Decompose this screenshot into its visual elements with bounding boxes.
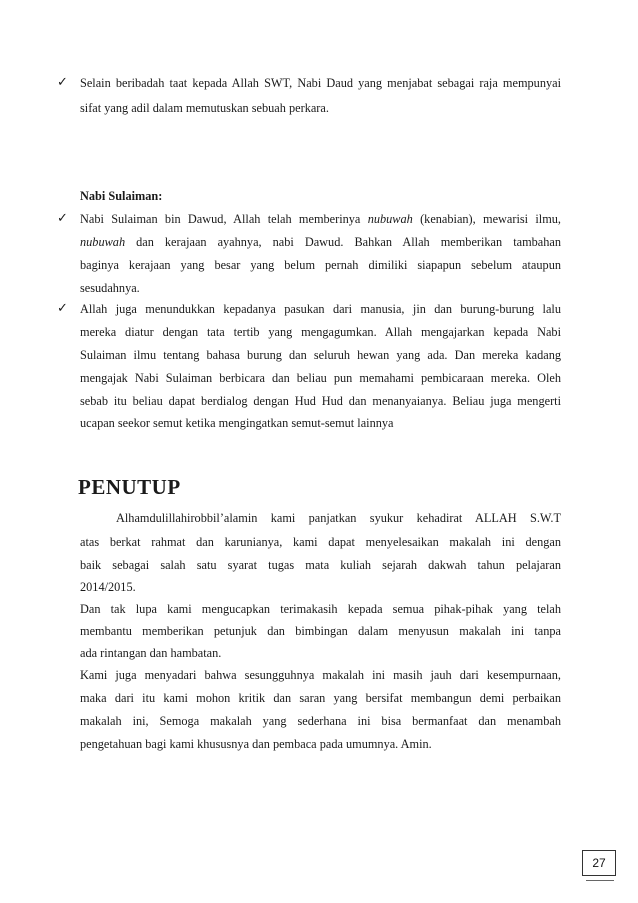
sulaiman-item2-line: Sulaiman ilmu tentang bahasa burung dan seluruh hewan yang ada. Dan mereka kadang	[80, 348, 561, 362]
penutup-line: 2014/2015.	[80, 580, 136, 594]
page-number: 27	[582, 850, 616, 876]
sulaiman-item1-line-4: sesudahnya.	[80, 281, 140, 295]
checkmark-icon: ✓	[57, 301, 68, 316]
penutup-line: Alhamdulillahirobbil’alamin kami panjatkan syukur kehadirat ALLAH S.W.T	[116, 511, 561, 525]
section-title-penutup: PENUTUP	[78, 475, 181, 499]
page-number-underline	[586, 880, 614, 881]
penutup-line: maka dari itu kami mohon kritik dan saran yang bersifat membangun demi perbaikan	[80, 691, 561, 705]
section-heading-sulaiman: Nabi Sulaiman:	[80, 189, 163, 203]
penutup-line: atas berkat rahmat dan karunianya, kami dapat menyelesaikan makalah ini dengan	[80, 535, 561, 549]
checkmark-icon: ✓	[57, 75, 68, 90]
sulaiman-item2-line: Allah juga menundukkan kepadanya pasukan dari manusia, jin dan burung-burung lalu	[80, 302, 561, 316]
penutup-line: makalah ini, Semoga makalah yang sederhana ini bisa bermanfaat dan menambah	[80, 714, 561, 728]
sulaiman-item1-line-1: Nabi Sulaiman bin Dawud, Allah telah memberinya nubuwah (kenabian), mewarisi ilmu,	[80, 212, 561, 226]
sulaiman-item2-line: sebab itu beliau dapat berdialog dengan Hud Hud dan menanyaianya. Beliau juga mengerti	[80, 394, 561, 408]
sulaiman-item2-line: ucapan seekor semut ketika mengingatkan semut-semut lainnya	[80, 416, 394, 430]
daud-line-2: sifat yang adil dalam memutuskan sebuah perkara.	[80, 101, 329, 115]
penutup-line: ada rintangan dan hambatan.	[80, 646, 222, 660]
sulaiman-item1-line-2: nubuwah dan kerajaan ayahnya, nabi Dawud. Bahkan Allah memberikan tambahan	[80, 235, 561, 249]
penutup-line: baik sebagai salah satu syarat tugas mata kuliah sejarah dakwah tahun pelajaran	[80, 558, 561, 572]
sulaiman-item2-line: mereka diatur dengan tata tertib yang mengagumkan. Allah mengajarkan kepada Nabi	[80, 325, 561, 339]
daud-line-1: Selain beribadah taat kepada Allah SWT, Nabi Daud yang menjabat sebagai raja mempunyai	[80, 76, 561, 90]
sulaiman-item2-line: mengajak Nabi Sulaiman berbicara dan beliau pun memahami pembicaraan mereka. Oleh	[80, 371, 561, 385]
penutup-line: Kami juga menyadari bahwa sesungguhnya makalah ini masih jauh dari kesempurnaan,	[80, 668, 561, 682]
sulaiman-item1-line-3: baginya kerajaan yang besar yang belum pernah dimiliki siapapun sebelum ataupun	[80, 258, 561, 272]
penutup-line: Dan tak lupa kami mengucapkan terimakasih kepada semua pihak-pihak yang telah	[80, 602, 561, 616]
checkmark-icon: ✓	[57, 211, 68, 226]
penutup-line: pengetahuan bagi kami khususnya dan pembaca pada umumnya. Amin.	[80, 737, 432, 751]
penutup-line: membantu memberikan petunjuk dan bimbingan dalam menyusun makalah ini tanpa	[80, 624, 561, 638]
